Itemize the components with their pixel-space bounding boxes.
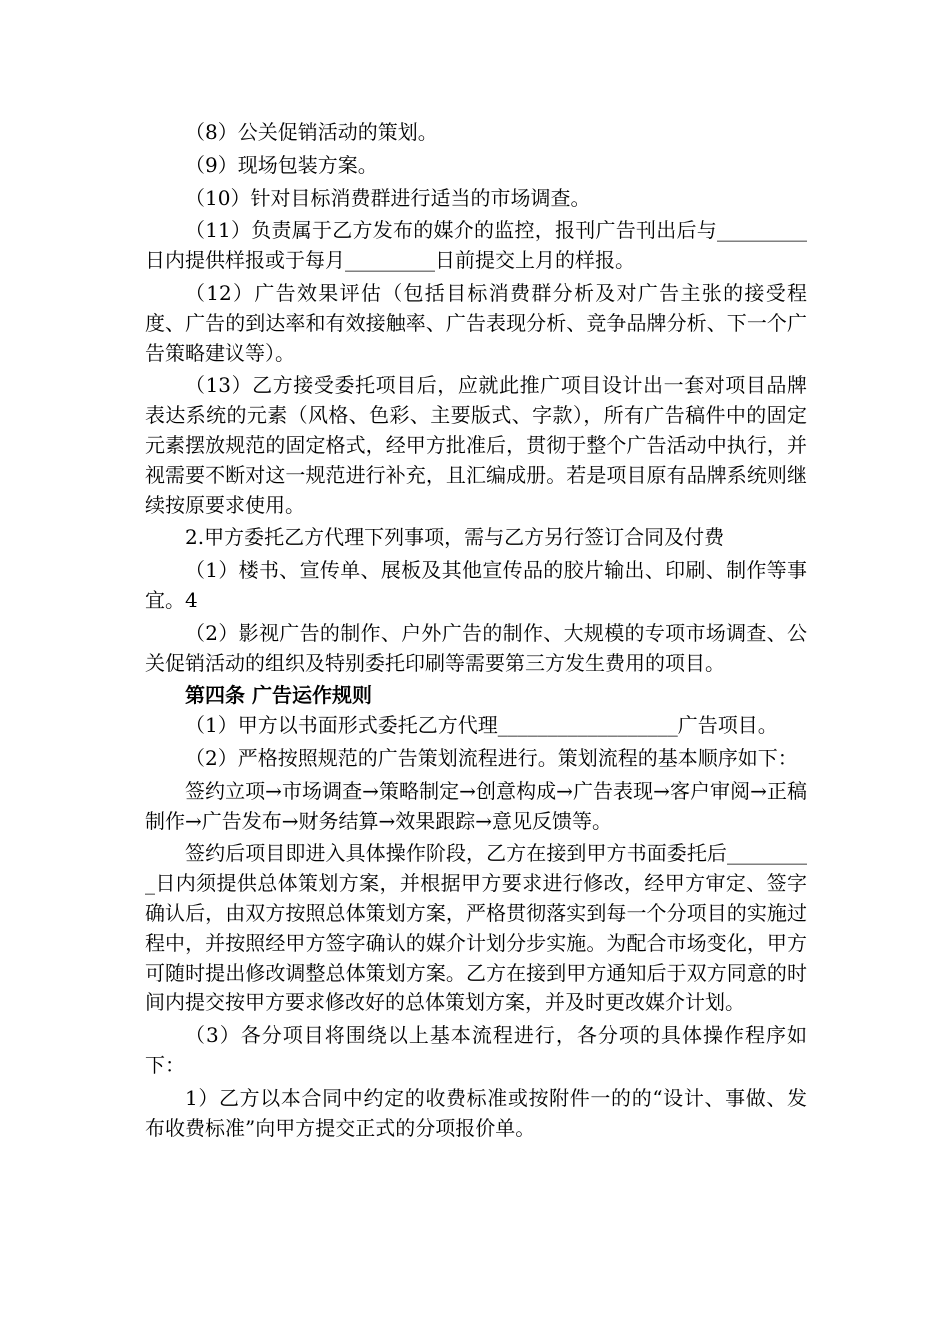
clause-item-10: （10）针对目标消费群进行适当的市场调查。: [185, 185, 591, 210]
clause-item-9: （9）现场包装方案。: [185, 152, 378, 177]
clause-item-13: （13）乙方接受委托项目后，应就此推广项目设计出一套对项目品牌表达系统的元素（风格、色彩、主要版式、字款），所有广告稿件中的固定元素摆放规范的固定格式，经甲方批准后，贯彻于整个广告活动中执行，并视需要不断对这一规范进行补充，且汇编成册。若是项目原有品牌系统则继续按原要求使用。: [145, 373, 807, 517]
clause-item-8: （8）公关促销活动的策划。: [185, 120, 438, 144]
clause-section-2-item-2: （2）影视广告的制作、户外广告的制作、大规模的专项市场调查、公关促销活动的组织及特别委托印刷等需要第三方发生费用的项目。: [145, 620, 807, 675]
article-heading: 第四条 广告运作规则: [185, 683, 372, 708]
document-page: [145, 118, 807, 1143]
clause-item-11: （11）负责属于乙方发布的媒介的监控，报刊广告刊出后与_________日内提供样报或于每月_________日前提交上月的样报。: [145, 218, 807, 273]
process-flow: 签约立项→市场调查→策略制定→创意构成→广告表现→客户审阅→正稿制作→广告发布→财务结算→效果跟踪→意见反馈等。: [145, 778, 807, 833]
rule-item-2: （2）严格按照规范的广告策划流程进行。策划流程的基本顺序如下：: [185, 745, 798, 770]
rule-item-3: （3）各分项目将围绕以上基本流程进行，各分项的具体操作程序如下：: [145, 1023, 807, 1077]
execution-paragraph: 签约后项目即进入具体操作阶段，乙方在接到甲方书面委托后_________日内须提供总体策划方案，并根据甲方要求进行修改，经甲方审定、签字确认后，由双方按照总体策划方案，严格贯彻落实到每一个分项目的实施过程中，并按照经甲方签字确认的媒介计划分步实施。为配合市场变化，甲方可随时提出修改调整总体策划方案。乙方在接到甲方通知后于双方同意的时间内提交按甲方要求修改好的总体策划方案，并及时更改媒介计划。: [145, 841, 807, 1015]
clause-item-12: （12）广告效果评估（包括目标消费群分析及对广告主张的接受程度、广告的到达率和有效接触率、广告表现分析、竞争品牌分析、下一个广告策略建议等）。: [145, 280, 807, 365]
rule-item-1: （1）甲方以书面形式委托乙方代理__________________广告项目。: [185, 713, 778, 738]
clause-section-2-item-1: （1）楼书、宣传单、展板及其他宣传品的胶片输出、印刷、制作等事宜。4: [145, 558, 807, 612]
clause-section-2: 2.甲方委托乙方代理下列事项，需与乙方另行签订合同及付费: [185, 525, 725, 550]
sub-item-1: 1）乙方以本合同中约定的收费标准或按附件一的的“设计、事做、发布收费标准”向甲方提交正式的分项报价单。: [145, 1085, 807, 1140]
